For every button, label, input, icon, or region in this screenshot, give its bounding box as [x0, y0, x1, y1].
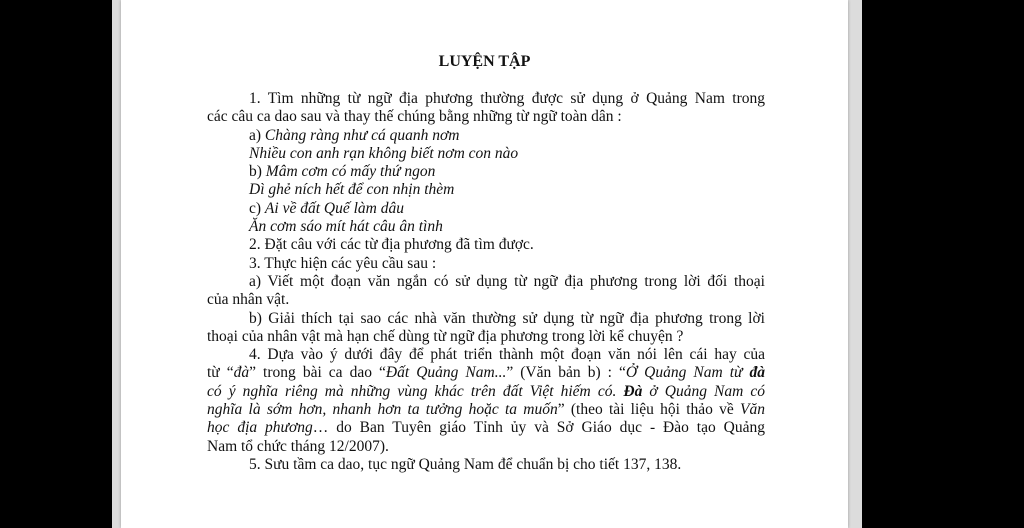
q4-quote: ở Quảng Nam có — [642, 382, 765, 400]
q4-text: ” (Văn bản b) : “ — [506, 364, 626, 382]
q3-line-1: 3. Thực hiện các yêu cầu sau : — [249, 254, 437, 272]
q4-text: từ “ — [207, 364, 234, 382]
q4-quote: Ở Quảng Nam từ — [625, 364, 750, 382]
q1-b-line-1 — [207, 163, 765, 181]
q4-text: … do Ban Tuyên giáo Tỉnh ủy và Sở Giáo dục - Đào tạo Quảng — [312, 419, 765, 437]
q4-line-3 — [207, 383, 765, 401]
q4-line-1: 4. Dựa vào ý dưới đây để phát triển thành một đoạn văn nói lên cái hay của — [249, 346, 765, 364]
q1-c-line-1 — [207, 200, 765, 218]
q5-line: 5. Sưu tầm ca dao, tục ngữ Quảng Nam để chuẩn bị cho tiết 137, 138. — [249, 455, 682, 473]
q1-c-verse-1: Ai về đất Quế làm dâu — [264, 199, 404, 217]
document-body — [207, 90, 765, 474]
q1-line-1: 1. Tìm những từ ngữ địa phương thường được sử dụng ở Quảng Nam trong — [249, 90, 765, 107]
q4-term-da: đà — [233, 364, 250, 382]
q4-line-6: Nam tổ chức tháng 12/2007). — [207, 437, 389, 455]
q4-text: ” (theo tài liệu hội thảo về — [557, 401, 741, 419]
q3-b-line-2: thoại của nhân vật mà hạn chế dùng từ ngữ địa phương trong lời kể chuyện ? — [207, 327, 684, 345]
q4-line-5 — [207, 419, 765, 437]
q1-c-verse-2: Ăn cơm sáo mít hát câu ân tình — [249, 218, 443, 236]
q1-a-label: a) — [249, 126, 265, 144]
q1-line-2: các câu ca dao sau và thay thế chúng bằng những từ ngữ toàn dân : — [207, 108, 622, 126]
q4-quote: có ý nghĩa riêng mà những vùng khác trên đất Việt hiếm có. — [207, 382, 624, 400]
q1-a-verse-1: Chàng ràng như cá quanh nơm — [264, 126, 460, 144]
q1-c-label: c) — [249, 199, 265, 217]
page-title: LUYỆN TẬP — [438, 53, 531, 70]
q4-line-4 — [207, 401, 765, 419]
document-page — [121, 0, 848, 528]
q4-poem-title: Đất Quảng Nam... — [385, 364, 507, 382]
q4-quote-bold: Đà — [623, 382, 643, 400]
q4-source-title: Văn — [740, 401, 765, 419]
q4-source-title: học địa phương — [207, 419, 313, 437]
q1-a-verse-2: Nhiều con anh rạn không biết nơm con nào — [249, 144, 519, 162]
q4-quote: nghĩa là sớm hơn, nhanh hơn ta tưởng hoặc ta muốn — [207, 401, 558, 419]
q4-text: ” trong bài ca dao “ — [249, 364, 386, 382]
q2-line: 2. Đặt câu với các từ địa phương đã tìm được. — [249, 236, 534, 254]
q3-a-line-1: a) Viết một đoạn văn ngắn có sử dụng từ ngữ địa phương trong lời đối thoại — [249, 272, 765, 290]
q1-b-verse-1: Mâm cơm có mấy thứ ngon — [265, 163, 436, 181]
q1-b-verse-2: Dì ghẻ ních hết để con nhịn thèm — [249, 181, 455, 199]
q3-a-line-2: của nhân vật. — [207, 291, 290, 309]
q4-quote-bold: đà — [749, 364, 766, 382]
q1-b-label: b) — [249, 163, 266, 181]
q4-line-2 — [207, 364, 765, 382]
q1-a-line-1 — [207, 127, 765, 145]
q3-b-line-1: b) Giải thích tại sao các nhà văn thường sử dụng từ ngữ địa phương trong lời — [249, 309, 765, 327]
